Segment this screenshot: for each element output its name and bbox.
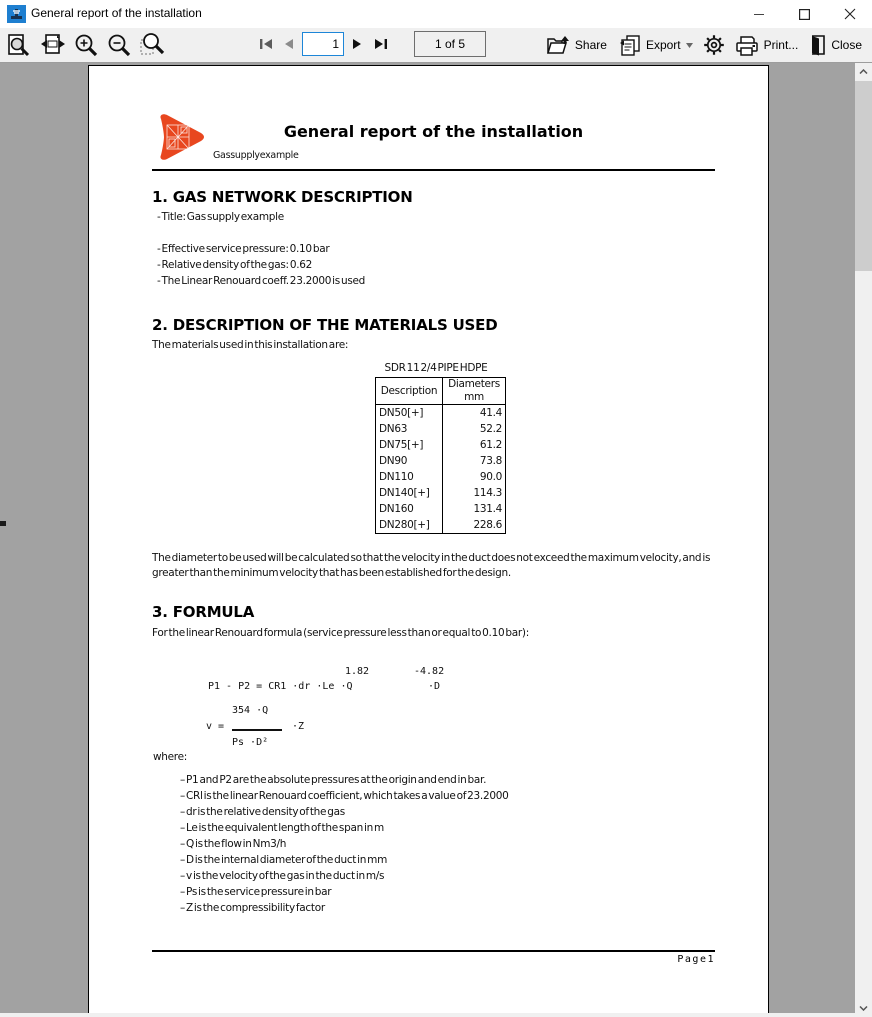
- where-item: – Le is the equivalent length of the span in m: [180, 822, 384, 834]
- document-title: General report of the installation: [283, 122, 584, 141]
- table-row: [376, 421, 506, 437]
- maximize-button[interactable]: [782, 0, 827, 28]
- material-name: DN280[+]: [376, 517, 443, 534]
- formula2-lead: v =: [206, 721, 225, 732]
- formula2-numerator: 354 ·Q: [232, 705, 269, 716]
- material-diameter: 52.2: [443, 421, 506, 437]
- page-footer: Page1: [677, 954, 715, 965]
- table-row: [376, 501, 506, 517]
- zoom-in-button[interactable]: [71, 30, 101, 60]
- fit-width-button[interactable]: [38, 30, 68, 60]
- maximize-icon: [799, 9, 810, 20]
- export-icon: [619, 35, 641, 56]
- section3-heading: 3. FORMULA: [152, 603, 255, 621]
- header-rule: [152, 169, 715, 171]
- where-label: where:: [153, 751, 187, 763]
- first-page-button[interactable]: [254, 31, 277, 57]
- formula2-tail: ·Z: [292, 721, 305, 732]
- formula1-tail: ·D: [428, 681, 441, 692]
- close-preview-button[interactable]: [806, 32, 866, 58]
- minimize-button[interactable]: [737, 0, 782, 28]
- table-header-row: [376, 378, 506, 405]
- app-icon: [7, 5, 26, 23]
- material-diameter: 41.4: [443, 405, 506, 422]
- report-page: [88, 65, 769, 1017]
- close-label: Close: [831, 38, 862, 52]
- preview-area: [0, 63, 872, 1017]
- zoom-page-icon: [7, 32, 33, 58]
- section1-heading: 1. GAS NETWORK DESCRIPTION: [152, 188, 413, 206]
- zoom-region-icon: [139, 32, 166, 58]
- material-name: DN110: [376, 469, 443, 485]
- table-row: [376, 437, 506, 453]
- zoom-out-icon: [106, 32, 132, 58]
- zoom-page-button[interactable]: [5, 30, 35, 60]
- where-item: – D is the internal diameter of the duct in mm: [180, 854, 388, 866]
- scrollbar-thumb[interactable]: [855, 81, 872, 271]
- section1-title-item: - Title: Gas supply example: [157, 211, 284, 223]
- next-page-button[interactable]: [346, 31, 369, 57]
- zoom-out-button[interactable]: [104, 30, 134, 60]
- section1-item: - The Linear Renouard coeff. 23.2000 is used: [157, 275, 366, 287]
- footer-rule: [152, 950, 715, 952]
- material-diameter: 73.8: [443, 453, 506, 469]
- first-page-icon: [259, 38, 273, 50]
- share-label: Share: [574, 38, 607, 52]
- table-row: [376, 405, 506, 422]
- where-item: – Q is the flow in Nm3/h: [180, 838, 287, 850]
- table-row: [376, 453, 506, 469]
- materials-table: [375, 377, 506, 534]
- fit-width-icon: [40, 32, 66, 58]
- printer-icon: [735, 35, 759, 56]
- zoom-in-icon: [73, 32, 99, 58]
- material-diameter: 131.4: [443, 501, 506, 517]
- zoom-region-button[interactable]: [137, 30, 167, 60]
- material-name: DN50[+]: [376, 405, 443, 422]
- where-item: – v is the velocity of the gas in the duct in m/s: [180, 870, 385, 882]
- where-item: – P1 and P2 are the absolute pressures at the origin and end in bar.: [180, 774, 487, 786]
- prev-page-button[interactable]: [277, 31, 300, 57]
- column-header-diameters-line1: Diameters: [448, 378, 500, 390]
- material-name: DN90: [376, 453, 443, 469]
- vertical-scrollbar[interactable]: [855, 63, 872, 1017]
- section2-intro: The materials used in this installation are:: [152, 339, 349, 351]
- share-button[interactable]: [542, 33, 611, 57]
- material-name: DN160: [376, 501, 443, 517]
- where-item: – Z is the compressibility factor: [180, 902, 325, 914]
- toolbar: [0, 28, 872, 63]
- section1-item: - Effective service pressure: 0.10 bar: [157, 243, 330, 255]
- table-row: [376, 469, 506, 485]
- material-diameter: 90.0: [443, 469, 506, 485]
- section2-heading: 2. DESCRIPTION OF THE MATERIALS USED: [152, 316, 498, 334]
- material-diameter: 61.2: [443, 437, 506, 453]
- column-header-diameters: [443, 378, 506, 405]
- prev-page-icon: [283, 38, 294, 50]
- formula2-denominator: Ps ·D²: [232, 737, 269, 748]
- next-page-icon: [352, 38, 363, 50]
- window-controls: [737, 0, 872, 28]
- material-name: DN75[+]: [376, 437, 443, 453]
- door-icon: [810, 34, 826, 56]
- chevron-up-icon: [859, 69, 868, 74]
- where-item: – CRl is the linear Renouard coefficient, which takes a value of 23.2000: [180, 790, 509, 802]
- section3-intro: For the linear Renouard formula (service pressure less than or equal to 0.10 bar):: [152, 627, 529, 639]
- column-header-diameters-line2: mm: [464, 391, 484, 403]
- window-bottom-border: [0, 1013, 872, 1017]
- window-title: General report of the installation: [31, 6, 202, 20]
- close-icon: [844, 8, 856, 20]
- material-name: DN63: [376, 421, 443, 437]
- chevron-down-icon: [859, 1006, 868, 1011]
- last-page-button[interactable]: [369, 31, 392, 57]
- minimize-icon: [754, 9, 765, 20]
- export-button[interactable]: [615, 33, 697, 58]
- material-diameter: 228.6: [443, 517, 506, 534]
- table-row: [376, 485, 506, 501]
- toolbar-actions-group: [542, 30, 866, 60]
- scroll-up-button[interactable]: [855, 63, 872, 80]
- formula1-main: P1 - P2 = CR1 ·dr ·Le ·Q: [208, 681, 353, 692]
- fraction-bar: [232, 729, 282, 731]
- gear-icon: [703, 34, 725, 56]
- title-bar: [0, 0, 872, 28]
- section2-note: The diameter to be used will be calculated so that the velocity in the duct does not exceed the maximum velocity, and is greater than the minimum velocity that has been established for the design.: [152, 552, 711, 579]
- materials-table-title: SDR 11 2/4 PIPE HDPE: [384, 362, 488, 374]
- settings-button[interactable]: [701, 30, 727, 60]
- page-count-text: 1 of 5: [434, 37, 466, 51]
- export-caret-icon: [686, 43, 693, 48]
- print-button[interactable]: [731, 33, 803, 58]
- close-window-button[interactable]: [827, 0, 872, 28]
- print-label: Print...: [763, 38, 799, 52]
- section1-item: - Relative density of the gas: 0.62: [157, 259, 312, 271]
- page-number-input[interactable]: [302, 32, 344, 56]
- page-count-indicator: [414, 31, 486, 57]
- column-header-description: Description: [376, 378, 443, 405]
- where-item: – Ps is the service pressure in bar: [180, 886, 332, 898]
- material-diameter: 114.3: [443, 485, 506, 501]
- document-subtitle: Gassupplyexample: [213, 150, 299, 161]
- formula1-exponent1: 1.82: [345, 666, 370, 677]
- export-label: Export: [645, 38, 681, 52]
- where-item: – dr is the relative density of the gas: [180, 806, 345, 818]
- zoom-tools-group: [5, 30, 167, 60]
- margin-tick: [0, 521, 6, 526]
- page-navigation: [254, 31, 486, 57]
- last-page-icon: [374, 38, 388, 50]
- material-name: DN140[+]: [376, 485, 443, 501]
- table-row: [376, 517, 506, 534]
- share-icon: [546, 35, 570, 55]
- formula1-exponent2: -4.82: [414, 666, 445, 677]
